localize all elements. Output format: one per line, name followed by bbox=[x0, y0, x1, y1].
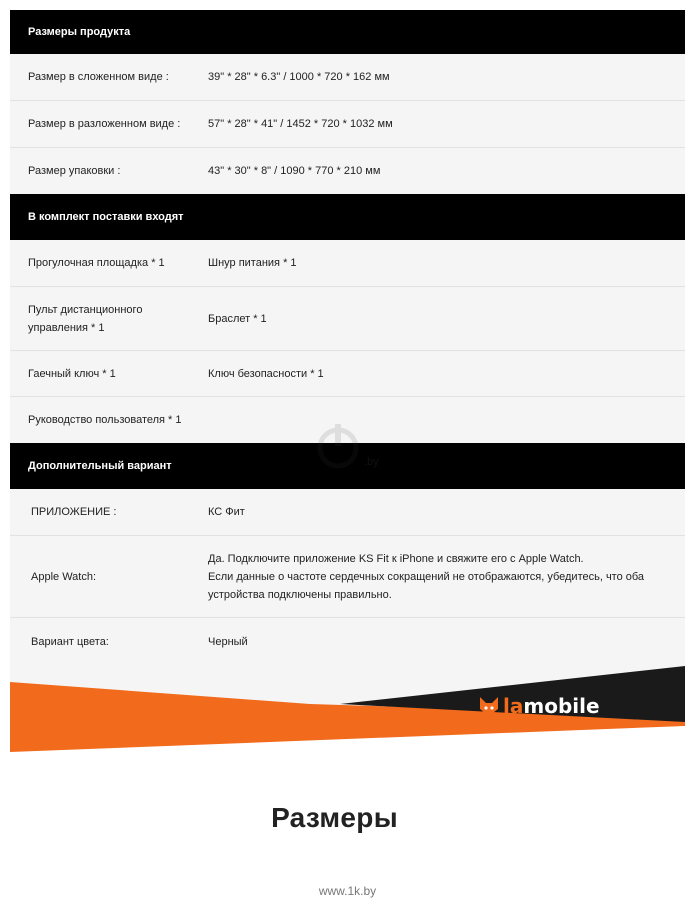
brand-banner bbox=[10, 664, 685, 752]
package-item: Гаечный ключ * 1 bbox=[28, 367, 116, 380]
row-value: КС Фит bbox=[208, 506, 245, 518]
power-icon bbox=[312, 418, 384, 478]
spec-sheet bbox=[10, 10, 685, 666]
table-row bbox=[10, 351, 685, 397]
value-line: Если данные о частоте сердечных сокращений не отображаются, убедитесь, что оба устройства подключены правильно. bbox=[208, 570, 645, 601]
table-row bbox=[10, 148, 685, 194]
row-label: Размер в разложенном виде : bbox=[28, 118, 181, 130]
package-item: Браслет * 1 bbox=[208, 312, 267, 325]
row-label: Apple Watch: bbox=[31, 570, 97, 583]
section-title: Дополнительный вариант bbox=[28, 460, 172, 472]
table-row bbox=[10, 618, 685, 666]
package-item: Ключ безопасности * 1 bbox=[208, 367, 324, 380]
row-value bbox=[208, 550, 685, 604]
source-url: www.1k.by bbox=[318, 884, 377, 898]
page-title: Размеры bbox=[271, 802, 398, 833]
table-row bbox=[10, 101, 685, 148]
watermark-text: .by bbox=[364, 456, 379, 468]
table-row bbox=[10, 54, 685, 101]
value-line: Да. Подключите приложение KS Fit к iPhone и свяжите его с Apple Watch. bbox=[208, 552, 584, 565]
watermark-logo bbox=[312, 418, 384, 478]
row-value: 39" * 28" * 6.3" / 1000 * 720 * 162 мм bbox=[208, 71, 390, 83]
section-header-dimensions bbox=[10, 10, 685, 54]
table-row bbox=[10, 489, 685, 536]
row-value: 43" * 30" * 8" / 1090 * 770 * 210 мм bbox=[208, 165, 381, 177]
extra-table bbox=[10, 489, 685, 666]
package-item: Руководство пользователя * 1 bbox=[28, 414, 182, 426]
package-item: Прогулочная площадка * 1 bbox=[28, 257, 165, 269]
row-label: Вариант цвета: bbox=[31, 636, 109, 648]
section-title: Размеры продукта bbox=[28, 26, 131, 38]
table-row bbox=[10, 240, 685, 287]
section-header-package bbox=[10, 194, 685, 240]
row-label: Размер в сложенном виде : bbox=[28, 71, 169, 83]
package-item: Пульт дистанционного управления * 1 bbox=[28, 303, 143, 334]
package-table bbox=[10, 240, 685, 443]
row-label: Размер упаковки : bbox=[28, 165, 121, 177]
row-value: Черный bbox=[208, 636, 248, 648]
dimensions-table bbox=[10, 54, 685, 194]
section-title: В комплект поставки входят bbox=[28, 211, 184, 223]
logo-suffix: mobile bbox=[523, 694, 600, 718]
lamobile-logo bbox=[478, 694, 600, 718]
row-value: 57" * 28" * 41" / 1452 * 720 * 1032 мм bbox=[208, 118, 393, 130]
row-label: ПРИЛОЖЕНИЕ : bbox=[31, 506, 117, 518]
logo-prefix: la bbox=[503, 694, 524, 718]
fox-icon bbox=[478, 695, 500, 717]
table-row bbox=[10, 536, 685, 618]
table-row bbox=[10, 287, 685, 351]
package-item: Шнур питания * 1 bbox=[208, 257, 297, 269]
